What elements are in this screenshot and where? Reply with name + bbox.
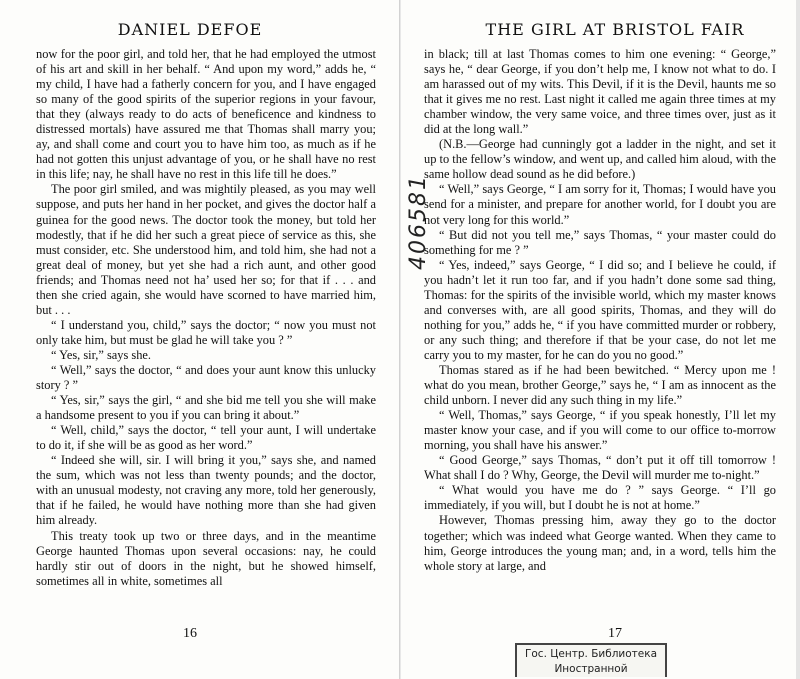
paragraph: “ Good George,” says Thomas, “ don’t put it off till tomorrow ! What shall I do ? Why, George, the Devil will murder me to-night.” [424,453,776,483]
handwritten-accession-number: 406581 [406,174,431,270]
right-page [400,0,800,679]
paragraph: (N.B.—George had cunningly got a ladder in the night, and set it up to the fellow’s window, and went up, and called him aloud, with the same hollow dead sound as he did before.) [424,137,776,182]
paragraph: This treaty took up two or three days, and in the meantime George haunted Thomas upon several occasions: nay, he could hardly stir out of doors in the night, but he showed himself, sometimes all in white, sometimes all [36,528,376,588]
paragraph: However, Thomas pressing him, away they go to the doctor together; which was indeed what George wanted. When they came to him, George introduces the young man; and, in a word, tells him the whole story at large, and [424,513,776,573]
paragraph: now for the poor girl, and told her, that he had employed the utmost of his art and skill in her behalf. “ And upon my word,” adds he, “ my child, I have had a fatherly concern for you, and I have engaged so many of the good spirits of the superior regions in your favour, that they (always ready to do acts of beneficence and kindness to distressed mortals) have assured me that Thomas shall marry you; ay, and shall come and court you to have him too, as much as if he had not gotten this unjust advantage of you, or he shall have no rest in this life; nay, he shall have no rest in this life till he does.” [36,47,376,182]
right-page-text [424,47,776,574]
paragraph: “ Indeed she will, sir. I will bring it you,” says she, and named the sum, which was not less than twenty pounds; and the doctor, with an unusual modesty, not craving any more, told her generously, that if he failed, he would have nothing more than she had given him already. [36,453,376,528]
paragraph: “ Well, Thomas,” says George, “ if you speak honestly, I’ll let my master know your case, and if you will come to our office to-morrow morning, you shall have his answer.” [424,408,776,453]
paragraph: “ Well,” says George, “ I am sorry for it, Thomas; I would have you send for a minister, and prepare for another world, for I doubt you are not very long for this world.” [424,182,776,227]
left-page-text [36,47,376,589]
paragraph: The poor girl smiled, and was mightily pleased, as you may well suppose, and puts her hand in her pocket, and gives the doctor half a guinea for the good news. The doctor took the money, but told her modestly, that if he did her such a great piece of service as this, she must consider, etc. She understood him, and told him, she had not a great deal of money, but yet she had a rich aunt, and other good friends; and Thomas need not ha’ used her so; for that if . . . and then she cried again, she would have scorned to have married him, but . . . [36,182,376,317]
paragraph: “ Well, child,” says the doctor, “ tell your aunt, I will undertake to do it, if she will be as good as her word.” [36,423,376,453]
paragraph: “ But did not you tell me,” says Thomas, “ your master could do something for me ? ” [424,227,776,257]
paragraph: Thomas stared as if he had been bewitched. “ Mercy upon me ! what do you mean, brother George,” says he, “ I am as innocent as the child unborn. I never did any such thing in my life.” [424,362,776,408]
paragraph: “ Yes, sir,” says the girl, “ and she bid me tell you she will make a handsome present to you if you can bring it about.” [36,393,376,423]
library-stamp [515,643,667,677]
paragraph: in black; till at last Thomas comes to him one evening: “ George,” says he, “ dear George, if you don’t help me, I know not what to do. I am harassed out of my wits. This Devil, if it is the Devil, haunts me so that it gives me no rest. Last night it called me again three times at my chamber window, the very same voice, and three times over, just as it did at the long wall.” [424,47,776,137]
page-edge [796,0,800,679]
paragraph: “ What would you have me do ? ” says George. “ I’ll go immediately, if you will, but I doubt he is not at home.” [424,483,776,513]
stamp-line-1: Гос. Центр. Библиотека [524,648,658,660]
paragraph: “ Yes, sir,” says she. [51,347,152,362]
left-page-number: 16 [183,626,197,641]
right-page-number: 17 [608,626,622,641]
paragraph: “ Well,” says the doctor, “ and does your aunt know this unlucky story ? ” [36,362,376,393]
stamp-line-2: Иностранной [554,663,628,675]
right-running-header: THE GIRL AT BRISTOL FAIR [485,20,745,39]
paragraph: “ Yes, indeed,” says George, “ I did so; and I believe he could, if you hadn’t let it run too far, and if you hadn’t done some sad thing, Thomas: for the spirits of the invisible world, which my master knows and converses with, are all good spirits, Thomas, and they will do nothing for you,” adds he, “ if you have committed murder or robbery, or any such thing; and therefore if that be your case, do not let me carry you to my master, for he can do you no good.” [424,257,776,362]
paragraph: “ I understand you, child,” says the doctor; “ now you must not only take him, but must be glad he will take you ? ” [36,317,376,347]
left-running-header: DANIEL DEFOE [117,20,263,39]
